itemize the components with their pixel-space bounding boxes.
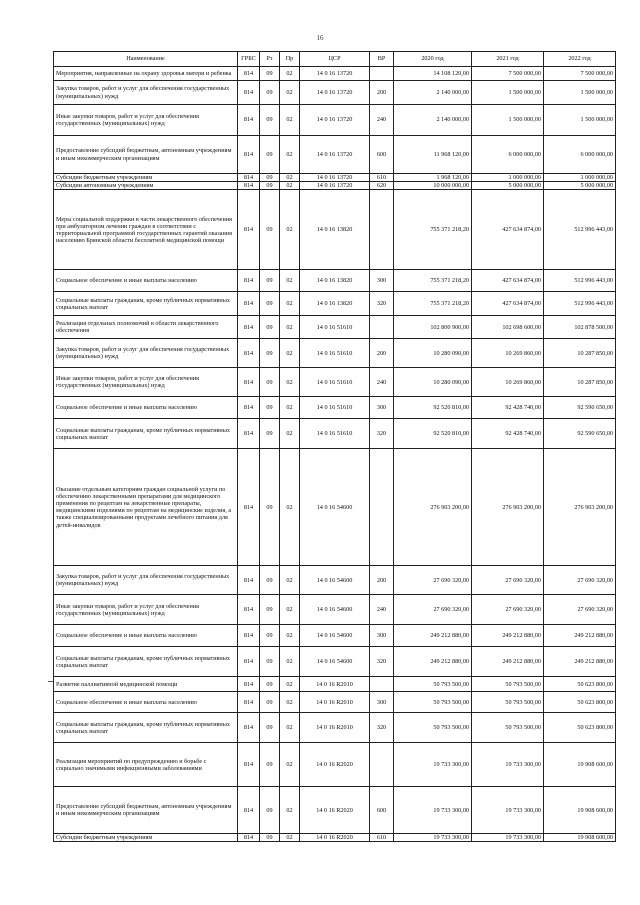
cell-grbs: 814 xyxy=(238,174,260,182)
cell-name: Иные закупки товаров, работ и услуг для обеспечения государственных (муниципальных) нужд xyxy=(54,368,238,397)
cell-name: Реализация отдельных полномочий в области лекарственного обеспечения xyxy=(54,316,238,339)
cell-2022: 92 590 650,00 xyxy=(544,397,616,419)
cell-2022: 7 500 000,00 xyxy=(544,67,616,81)
cell-rz: 09 xyxy=(260,81,280,105)
table-row xyxy=(54,81,616,105)
cell-rz: 09 xyxy=(260,743,280,787)
cell-2020: 2 140 000,00 xyxy=(394,105,472,136)
cell-2020: 19 733 300,00 xyxy=(394,743,472,787)
table-row xyxy=(54,625,616,647)
cell-rz: 09 xyxy=(260,270,280,292)
cell-vr xyxy=(370,67,394,81)
cell-grbs: 814 xyxy=(238,292,260,316)
cell-csr: 14 0 16 51610 xyxy=(300,397,370,419)
cell-vr: 300 xyxy=(370,692,394,713)
cell-csr: 14 0 16 51610 xyxy=(300,316,370,339)
cell-2021: 7 500 000,00 xyxy=(472,67,544,81)
cell-rz: 09 xyxy=(260,136,280,174)
cell-grbs: 814 xyxy=(238,566,260,595)
cell-pr: 02 xyxy=(280,105,300,136)
header-year-2022: 2022 год xyxy=(544,52,616,67)
cell-2021: 427 634 874,00 xyxy=(472,270,544,292)
cell-grbs: 814 xyxy=(238,625,260,647)
cell-2021: 10 269 860,00 xyxy=(472,339,544,368)
cell-2020: 755 371 218,20 xyxy=(394,292,472,316)
cell-2021: 27 690 320,00 xyxy=(472,595,544,625)
cell-2021: 1 500 000,00 xyxy=(472,105,544,136)
cell-vr: 200 xyxy=(370,81,394,105)
cell-pr: 02 xyxy=(280,743,300,787)
table-row xyxy=(54,677,616,692)
cell-2022: 27 690 320,00 xyxy=(544,595,616,625)
cell-rz: 09 xyxy=(260,190,280,270)
table-row xyxy=(54,67,616,81)
cell-grbs: 814 xyxy=(238,787,260,834)
cell-csr: 14 0 16 13820 xyxy=(300,270,370,292)
cell-vr: 240 xyxy=(370,105,394,136)
table-row xyxy=(54,419,616,449)
table-row xyxy=(54,339,616,368)
cell-2021: 249 212 880,00 xyxy=(472,647,544,677)
table-row xyxy=(54,713,616,743)
cell-csr: 14 0 16 54600 xyxy=(300,625,370,647)
cell-pr: 02 xyxy=(280,787,300,834)
cell-2020: 50 793 500,00 xyxy=(394,713,472,743)
cell-pr: 02 xyxy=(280,190,300,270)
cell-rz: 09 xyxy=(260,316,280,339)
table-row xyxy=(54,316,616,339)
cell-rz: 09 xyxy=(260,787,280,834)
table-row xyxy=(54,190,616,270)
table-row xyxy=(54,743,616,787)
cell-rz: 09 xyxy=(260,182,280,190)
table-row xyxy=(54,834,616,842)
cell-pr: 02 xyxy=(280,692,300,713)
cell-grbs: 814 xyxy=(238,339,260,368)
cell-2021: 427 634 874,00 xyxy=(472,292,544,316)
cell-2022: 1 500 000,00 xyxy=(544,81,616,105)
cell-grbs: 814 xyxy=(238,449,260,566)
cell-name: Меры социальной поддержки в части лекарственного обеспечения при амбулаторном лечении граждан в соответствии с территориальной программой государственных гарантий оказания населению Брянской области бесплатной медицинской помощи xyxy=(54,190,238,270)
cell-2020: 1 968 120,00 xyxy=(394,174,472,182)
cell-2021: 27 690 320,00 xyxy=(472,566,544,595)
cell-pr: 02 xyxy=(280,67,300,81)
cell-rz: 09 xyxy=(260,368,280,397)
cell-2021: 50 793 500,00 xyxy=(472,713,544,743)
page-number: 16 xyxy=(316,34,324,42)
table-row xyxy=(54,105,616,136)
cell-csr: 14 0 16 13720 xyxy=(300,136,370,174)
cell-vr: 300 xyxy=(370,397,394,419)
cell-rz: 09 xyxy=(260,292,280,316)
cell-2022: 92 590 650,00 xyxy=(544,419,616,449)
cell-2022: 512 996 443,00 xyxy=(544,292,616,316)
cell-name: Социальные выплаты гражданам, кроме публичных нормативных социальных выплат xyxy=(54,292,238,316)
cell-2021: 276 903 200,00 xyxy=(472,449,544,566)
cell-2022: 10 287 850,00 xyxy=(544,339,616,368)
cell-2022: 249 212 880,00 xyxy=(544,625,616,647)
margin-mark xyxy=(48,681,53,682)
cell-vr: 610 xyxy=(370,174,394,182)
cell-vr: 320 xyxy=(370,419,394,449)
cell-rz: 09 xyxy=(260,566,280,595)
cell-name: Социальное обеспечение и иные выплаты населению xyxy=(54,270,238,292)
cell-2020: 276 903 200,00 xyxy=(394,449,472,566)
cell-2022: 50 623 800,00 xyxy=(544,677,616,692)
header-year-2020: 2020 год xyxy=(394,52,472,67)
table-row xyxy=(54,182,616,190)
cell-grbs: 814 xyxy=(238,419,260,449)
header-year-2021: 2021 год xyxy=(472,52,544,67)
table-row xyxy=(54,292,616,316)
cell-2020: 19 733 300,00 xyxy=(394,834,472,842)
cell-vr xyxy=(370,743,394,787)
table-row xyxy=(54,270,616,292)
cell-2021: 92 428 740,00 xyxy=(472,397,544,419)
cell-2022: 249 212 880,00 xyxy=(544,647,616,677)
cell-vr xyxy=(370,677,394,692)
cell-2020: 50 793 500,00 xyxy=(394,692,472,713)
cell-vr xyxy=(370,449,394,566)
cell-grbs: 814 xyxy=(238,677,260,692)
cell-grbs: 814 xyxy=(238,834,260,842)
cell-name: Социальное обеспечение и иные выплаты населению xyxy=(54,397,238,419)
cell-csr: 14 0 16 51610 xyxy=(300,339,370,368)
cell-vr: 320 xyxy=(370,647,394,677)
cell-rz: 09 xyxy=(260,834,280,842)
cell-name: Социальные выплаты гражданам, кроме публичных нормативных социальных выплат xyxy=(54,647,238,677)
table-row xyxy=(54,397,616,419)
cell-2022: 512 996 443,00 xyxy=(544,190,616,270)
cell-vr: 600 xyxy=(370,787,394,834)
cell-csr: 14 0 16 13820 xyxy=(300,292,370,316)
table-row xyxy=(54,692,616,713)
cell-name: Субсидии бюджетным учреждениям xyxy=(54,174,238,182)
table-row xyxy=(54,566,616,595)
cell-2021: 19 733 300,00 xyxy=(472,743,544,787)
cell-2021: 92 428 740,00 xyxy=(472,419,544,449)
cell-name: Развитие паллиативной медицинской помощи xyxy=(54,677,238,692)
table-row xyxy=(54,449,616,566)
cell-name: Предоставление субсидий бюджетным, автономным учреждениям и иным некоммерческим организациям xyxy=(54,136,238,174)
cell-csr: 14 0 16 51610 xyxy=(300,419,370,449)
cell-name: Социальное обеспечение и иные выплаты населению xyxy=(54,692,238,713)
cell-name: Оказание отдельным категориям граждан социальной услуги по обеспечению лекарственными препаратами для медицинского применения по рецептам на лекарственные препараты, медицинскими изделиями по рецептам на медицинские изделия, а также специализированными продуктами лечебного питания для детей-инвалидов xyxy=(54,449,238,566)
cell-pr: 02 xyxy=(280,368,300,397)
cell-csr: 14 0 16 R2020 xyxy=(300,743,370,787)
cell-2022: 1 000 000,00 xyxy=(544,174,616,182)
cell-rz: 09 xyxy=(260,713,280,743)
cell-grbs: 814 xyxy=(238,647,260,677)
cell-2020: 2 140 000,00 xyxy=(394,81,472,105)
cell-2020: 10 280 090,00 xyxy=(394,339,472,368)
cell-csr: 14 0 16 R2010 xyxy=(300,692,370,713)
cell-grbs: 814 xyxy=(238,692,260,713)
cell-vr: 610 xyxy=(370,834,394,842)
cell-2021: 102 698 600,00 xyxy=(472,316,544,339)
cell-grbs: 814 xyxy=(238,713,260,743)
cell-2022: 1 500 000,00 xyxy=(544,105,616,136)
cell-2020: 249 212 880,00 xyxy=(394,625,472,647)
cell-pr: 02 xyxy=(280,595,300,625)
cell-2021: 50 793 500,00 xyxy=(472,677,544,692)
cell-2022: 5 000 000,00 xyxy=(544,182,616,190)
cell-vr: 240 xyxy=(370,368,394,397)
header-vr: ВР xyxy=(370,52,394,67)
table-row xyxy=(54,647,616,677)
cell-2022: 276 903 200,00 xyxy=(544,449,616,566)
cell-rz: 09 xyxy=(260,692,280,713)
cell-2020: 755 371 218,20 xyxy=(394,270,472,292)
cell-grbs: 814 xyxy=(238,81,260,105)
cell-2021: 19 733 300,00 xyxy=(472,787,544,834)
cell-2022: 10 287 850,00 xyxy=(544,368,616,397)
cell-name: Социальные выплаты гражданам, кроме публичных нормативных социальных выплат xyxy=(54,419,238,449)
cell-grbs: 814 xyxy=(238,105,260,136)
cell-vr: 320 xyxy=(370,292,394,316)
cell-2022: 102 878 500,00 xyxy=(544,316,616,339)
cell-grbs: 814 xyxy=(238,397,260,419)
cell-2020: 11 968 120,00 xyxy=(394,136,472,174)
cell-pr: 02 xyxy=(280,625,300,647)
cell-vr: 600 xyxy=(370,136,394,174)
cell-rz: 09 xyxy=(260,339,280,368)
cell-rz: 09 xyxy=(260,677,280,692)
cell-2021: 249 212 880,00 xyxy=(472,625,544,647)
cell-2020: 10 000 000,00 xyxy=(394,182,472,190)
cell-csr: 14 0 16 R2020 xyxy=(300,787,370,834)
cell-2022: 27 690 320,00 xyxy=(544,566,616,595)
cell-pr: 02 xyxy=(280,174,300,182)
cell-pr: 02 xyxy=(280,81,300,105)
cell-rz: 09 xyxy=(260,419,280,449)
cell-grbs: 814 xyxy=(238,595,260,625)
cell-csr: 14 0 16 13720 xyxy=(300,67,370,81)
cell-vr: 300 xyxy=(370,270,394,292)
cell-name: Мероприятия, направленные на охрану здоровья матери и ребенка xyxy=(54,67,238,81)
cell-grbs: 814 xyxy=(238,190,260,270)
cell-2020: 755 371 218,20 xyxy=(394,190,472,270)
cell-vr: 620 xyxy=(370,182,394,190)
cell-2020: 92 520 810,00 xyxy=(394,419,472,449)
cell-rz: 09 xyxy=(260,174,280,182)
cell-grbs: 814 xyxy=(238,182,260,190)
cell-name: Закупка товаров, работ и услуг для обеспечения государственных (муниципальных) нужд xyxy=(54,566,238,595)
cell-2022: 50 623 800,00 xyxy=(544,713,616,743)
cell-2020: 19 733 300,00 xyxy=(394,787,472,834)
cell-csr: 14 0 16 54600 xyxy=(300,647,370,677)
cell-2021: 6 000 000,00 xyxy=(472,136,544,174)
cell-pr: 02 xyxy=(280,397,300,419)
cell-grbs: 814 xyxy=(238,743,260,787)
cell-pr: 02 xyxy=(280,834,300,842)
table-row xyxy=(54,136,616,174)
cell-csr: 14 0 16 13720 xyxy=(300,174,370,182)
cell-pr: 02 xyxy=(280,292,300,316)
cell-2020: 14 108 120,00 xyxy=(394,67,472,81)
cell-name: Субсидии автономным учреждениям xyxy=(54,182,238,190)
cell-pr: 02 xyxy=(280,677,300,692)
cell-2021: 5 000 000,00 xyxy=(472,182,544,190)
cell-2021: 10 269 860,00 xyxy=(472,368,544,397)
cell-2022: 19 908 600,00 xyxy=(544,743,616,787)
cell-rz: 09 xyxy=(260,647,280,677)
cell-2021: 19 733 300,00 xyxy=(472,834,544,842)
header-rz: Рз xyxy=(260,52,280,67)
cell-name: Закупка товаров, работ и услуг для обеспечения государственных (муниципальных) нужд xyxy=(54,339,238,368)
cell-vr xyxy=(370,190,394,270)
cell-2020: 10 280 090,00 xyxy=(394,368,472,397)
cell-pr: 02 xyxy=(280,419,300,449)
cell-csr: 14 0 16 54600 xyxy=(300,566,370,595)
cell-pr: 02 xyxy=(280,182,300,190)
header-grbs: ГРБС xyxy=(238,52,260,67)
cell-rz: 09 xyxy=(260,397,280,419)
cell-rz: 09 xyxy=(260,595,280,625)
cell-2021: 1 500 000,00 xyxy=(472,81,544,105)
cell-pr: 02 xyxy=(280,647,300,677)
cell-csr: 14 0 16 R2020 xyxy=(300,834,370,842)
cell-pr: 02 xyxy=(280,136,300,174)
cell-rz: 09 xyxy=(260,67,280,81)
cell-2020: 102 800 900,00 xyxy=(394,316,472,339)
cell-grbs: 814 xyxy=(238,316,260,339)
cell-2021: 50 793 500,00 xyxy=(472,692,544,713)
cell-2022: 19 908 600,00 xyxy=(544,787,616,834)
cell-2020: 92 520 810,00 xyxy=(394,397,472,419)
table-row xyxy=(54,595,616,625)
cell-2022: 6 000 000,00 xyxy=(544,136,616,174)
cell-pr: 02 xyxy=(280,713,300,743)
cell-2020: 50 793 500,00 xyxy=(394,677,472,692)
cell-vr: 320 xyxy=(370,713,394,743)
cell-csr: 14 0 16 54600 xyxy=(300,449,370,566)
cell-csr: 14 0 16 R2010 xyxy=(300,677,370,692)
cell-2021: 427 634 874,00 xyxy=(472,190,544,270)
table-header-row xyxy=(54,52,616,67)
cell-csr: 14 0 16 13820 xyxy=(300,190,370,270)
cell-2022: 512 996 443,00 xyxy=(544,270,616,292)
cell-pr: 02 xyxy=(280,316,300,339)
cell-grbs: 814 xyxy=(238,67,260,81)
cell-grbs: 814 xyxy=(238,368,260,397)
cell-name: Реализация мероприятий по предупреждению и борьбе с социально значимыми инфекционными заболеваниями xyxy=(54,743,238,787)
cell-2020: 249 212 880,00 xyxy=(394,647,472,677)
cell-rz: 09 xyxy=(260,105,280,136)
cell-vr: 200 xyxy=(370,339,394,368)
table-row xyxy=(54,174,616,182)
cell-pr: 02 xyxy=(280,270,300,292)
cell-2020: 27 690 320,00 xyxy=(394,566,472,595)
cell-2022: 50 623 800,00 xyxy=(544,692,616,713)
table-row xyxy=(54,787,616,834)
cell-pr: 02 xyxy=(280,339,300,368)
cell-vr: 300 xyxy=(370,625,394,647)
cell-2020: 27 690 320,00 xyxy=(394,595,472,625)
cell-csr: 14 0 16 13720 xyxy=(300,105,370,136)
table-row xyxy=(54,368,616,397)
cell-vr: 240 xyxy=(370,595,394,625)
cell-pr: 02 xyxy=(280,566,300,595)
budget-table xyxy=(53,51,616,842)
cell-name: Социальное обеспечение и иные выплаты населению xyxy=(54,625,238,647)
header-name: Наименование xyxy=(54,52,238,67)
header-pr: Пр xyxy=(280,52,300,67)
cell-2021: 1 000 000,00 xyxy=(472,174,544,182)
cell-grbs: 814 xyxy=(238,270,260,292)
cell-name: Субсидии бюджетным учреждениям xyxy=(54,834,238,842)
cell-csr: 14 0 16 54600 xyxy=(300,595,370,625)
cell-vr xyxy=(370,316,394,339)
cell-csr: 14 0 16 13720 xyxy=(300,182,370,190)
cell-pr: 02 xyxy=(280,449,300,566)
cell-name: Иные закупки товаров, работ и услуг для обеспечения государственных (муниципальных) нужд xyxy=(54,595,238,625)
cell-2022: 19 908 600,00 xyxy=(544,834,616,842)
cell-rz: 09 xyxy=(260,449,280,566)
cell-name: Иные закупки товаров, работ и услуг для обеспечения государственных (муниципальных) нужд xyxy=(54,105,238,136)
cell-csr: 14 0 16 13720 xyxy=(300,81,370,105)
cell-name: Закупка товаров, работ и услуг для обеспечения государственных (муниципальных) нужд xyxy=(54,81,238,105)
cell-name: Социальные выплаты гражданам, кроме публичных нормативных социальных выплат xyxy=(54,713,238,743)
header-csr: ЦСР xyxy=(300,52,370,67)
cell-vr: 200 xyxy=(370,566,394,595)
cell-rz: 09 xyxy=(260,625,280,647)
cell-csr: 14 0 16 R2010 xyxy=(300,713,370,743)
cell-name: Предоставление субсидий бюджетным, автономным учреждениям и иным некоммерческим организациям xyxy=(54,787,238,834)
cell-grbs: 814 xyxy=(238,136,260,174)
cell-csr: 14 0 16 51610 xyxy=(300,368,370,397)
